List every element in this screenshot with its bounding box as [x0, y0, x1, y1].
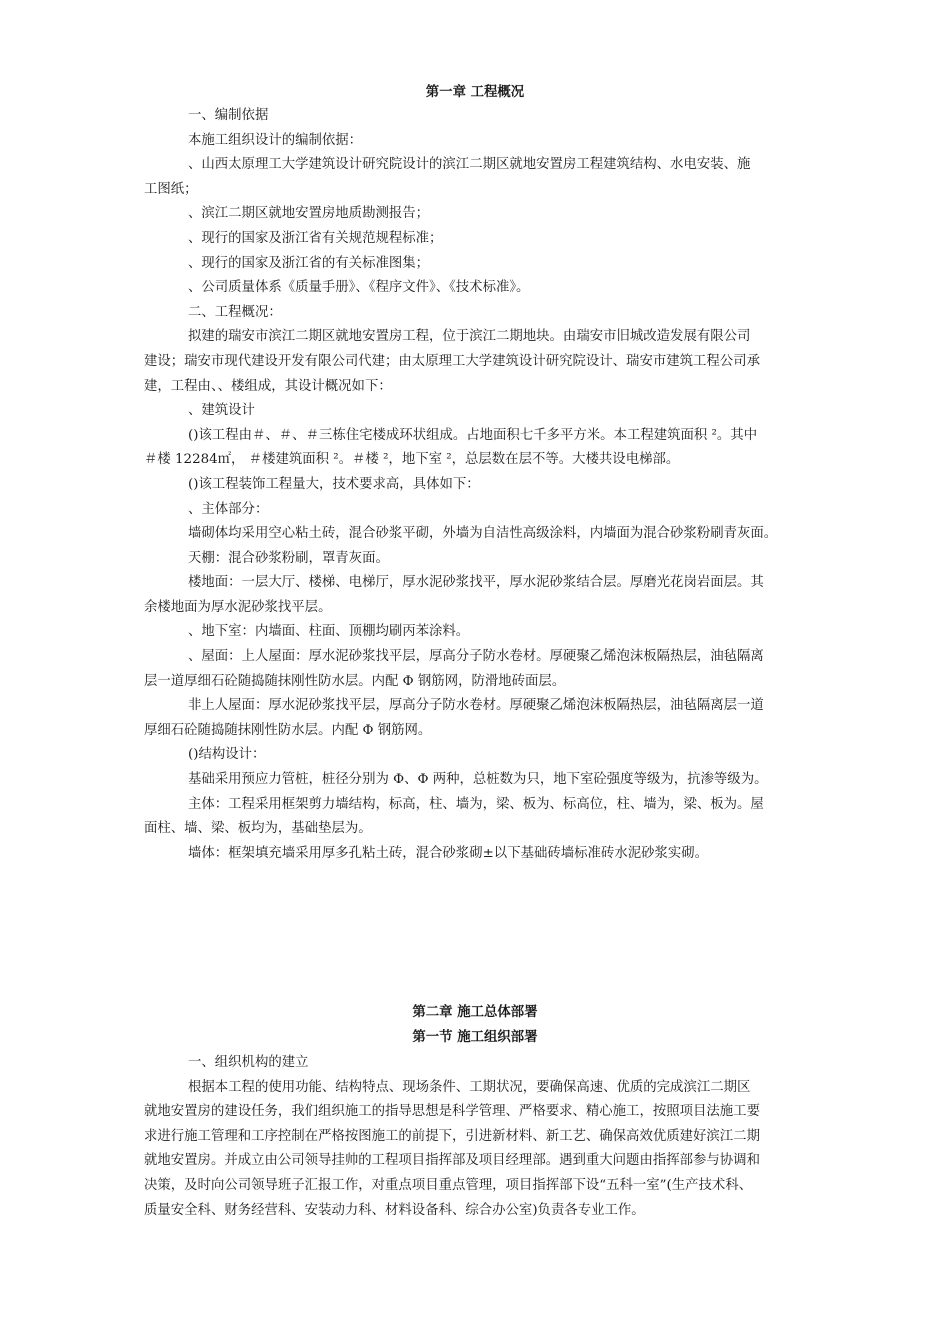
text-line: 质量安全科、财务经营科、安装动力科、材料设备科、综合办公室)负责各专业工作。 — [144, 1202, 645, 1218]
text-line: 厚细石砼随捣随抹刚性防水层。内配 Φ 钢筋网。 — [144, 722, 432, 738]
text-line: 根据本工程的使用功能、结构特点、现场条件、工期状况，要确保高速、优质的完成滨江二期区 — [188, 1079, 751, 1095]
text-line: 非上人屋面：厚水泥砂浆找平层，厚高分子防水卷材。厚硬聚乙烯泡沫板隔热层，油毡隔离层一道 — [188, 698, 764, 714]
text-line: 天棚：混合砂浆粉刷，罩青灰面。 — [188, 550, 389, 566]
text-line: 、公司质量体系《质量手册》、《程序文件》、《技术标准》。 — [188, 280, 530, 296]
chapter1-body — [144, 104, 812, 866]
text-line: 建设；瑞安市现代建设开发有限公司代建；由太原理工大学建筑设计研究院设计、瑞安市建筑工程公司承 — [144, 353, 760, 369]
chapter2-body — [144, 1051, 812, 1223]
text-line: 就地安置房。并成立由公司领导挂帅的工程项目指挥部及项目经理部。遇到重大问题由指挥部参与协调和 — [144, 1153, 760, 1169]
text-line: 工图纸； — [144, 181, 198, 197]
text-line: ＃楼 12284㎡， ＃楼建筑面积 ²。＃楼 ²，地下室 ²，总层数在层不等。大楼共设电梯部。 — [144, 452, 680, 468]
text-line: 建，工程由、、楼组成，其设计概况如下： — [144, 378, 392, 394]
chapter2-title: 第二章 施工总体部署 — [412, 1005, 538, 1020]
text-line: 求进行施工管理和工序控制在严格按图施工的前提下，引进新材料、新工艺、确保高效优质建好滨江二期 — [144, 1128, 760, 1144]
chapter2-section-title: 第一节 施工组织部署 — [412, 1030, 538, 1045]
text-line: 、滨江二期区就地安置房地质勘测报告； — [188, 206, 430, 222]
text-line: 墙砌体均采用空心粘土砖，混合砂浆平砌，外墙为自洁性高级涂料，内墙面为混合砂浆粉刷青灰面。 — [188, 526, 778, 542]
text-line: 、地下室：内墙面、柱面、顶棚均刷丙苯涂料。 — [188, 624, 470, 640]
text-line: 决策，及时向公司领导班子汇报工作，对重点项目重点管理，项目指挥部下设“五科一室”(生产技术科、 — [144, 1177, 753, 1193]
text-line: 就地安置房的建设任务，我们组织施工的指导思想是科学管理、严格要求、精心施工，按照项目法施工要 — [144, 1104, 760, 1120]
text-line: 层一道厚细石砼随捣随抹刚性防水层。内配 Φ 钢筋网，防滑地砖面层。 — [144, 673, 566, 689]
text-line: 一、组织机构的建立 — [188, 1055, 309, 1070]
chapter1-title: 第一章 工程概况 — [425, 85, 525, 100]
text-line: 、屋面：上人屋面：厚水泥砂浆找平层，厚高分子防水卷材。厚硬聚乙烯泡沫板隔热层，油毡隔离 — [188, 649, 764, 665]
text-line: 本施工组织设计的编制依据： — [188, 132, 363, 148]
text-line: 墙体：框架填充墙采用厚多孔粘土砖，混合砂浆砌±以下基础砖墙标准砖水泥砂浆实砌。 — [188, 845, 709, 861]
text-line: 基础采用预应力管桩，桩径分别为 Φ、Φ 两种，总桩数为只，地下室砼强度等级为，抗渗等级为。 — [188, 772, 768, 788]
text-line: 、主体部分： — [188, 501, 269, 517]
text-line: 面柱、墙、梁、板均为，基础垫层为。 — [144, 821, 372, 837]
text-line: 拟建的瑞安市滨江二期区就地安置房工程，位于滨江二期地块。由瑞安市旧城改造发展有限公司 — [188, 329, 751, 345]
text-line: 、建筑设计 — [188, 403, 255, 419]
text-line: ()结构设计： — [188, 747, 266, 763]
text-line: 、山西太原理工大学建筑设计研究院设计的滨江二期区就地安置房工程建筑结构、水电安装、施 — [188, 157, 751, 173]
text-line: 主体：工程采用框架剪力墙结构，标高，柱、墙为，梁、板为、标高位，柱、墙为，梁、板为。屋 — [188, 796, 764, 812]
text-line: ()该工程由＃、＃、＃三栋住宅楼成环状组成。占地面积七千多平方米。本工程建筑面积 ²。其中 — [188, 427, 758, 443]
text-line: 楼地面：一层大厅、楼梯、电梯厅，厚水泥砂浆找平，厚水泥砂浆结合层。厚磨光花岗岩面层。其 — [188, 575, 764, 591]
text-line: 一、编制依据 — [188, 108, 269, 123]
text-line: 二、工程概况： — [188, 304, 282, 320]
text-line: ()该工程装饰工程量大，技术要求高，具体如下： — [188, 476, 480, 492]
text-line: 、现行的国家及浙江省有关规范规程标准； — [188, 230, 443, 246]
text-line: 、现行的国家及浙江省的有关标准图集； — [188, 255, 430, 271]
text-line: 余楼地面为厚水泥砂浆找平层。 — [144, 599, 332, 615]
